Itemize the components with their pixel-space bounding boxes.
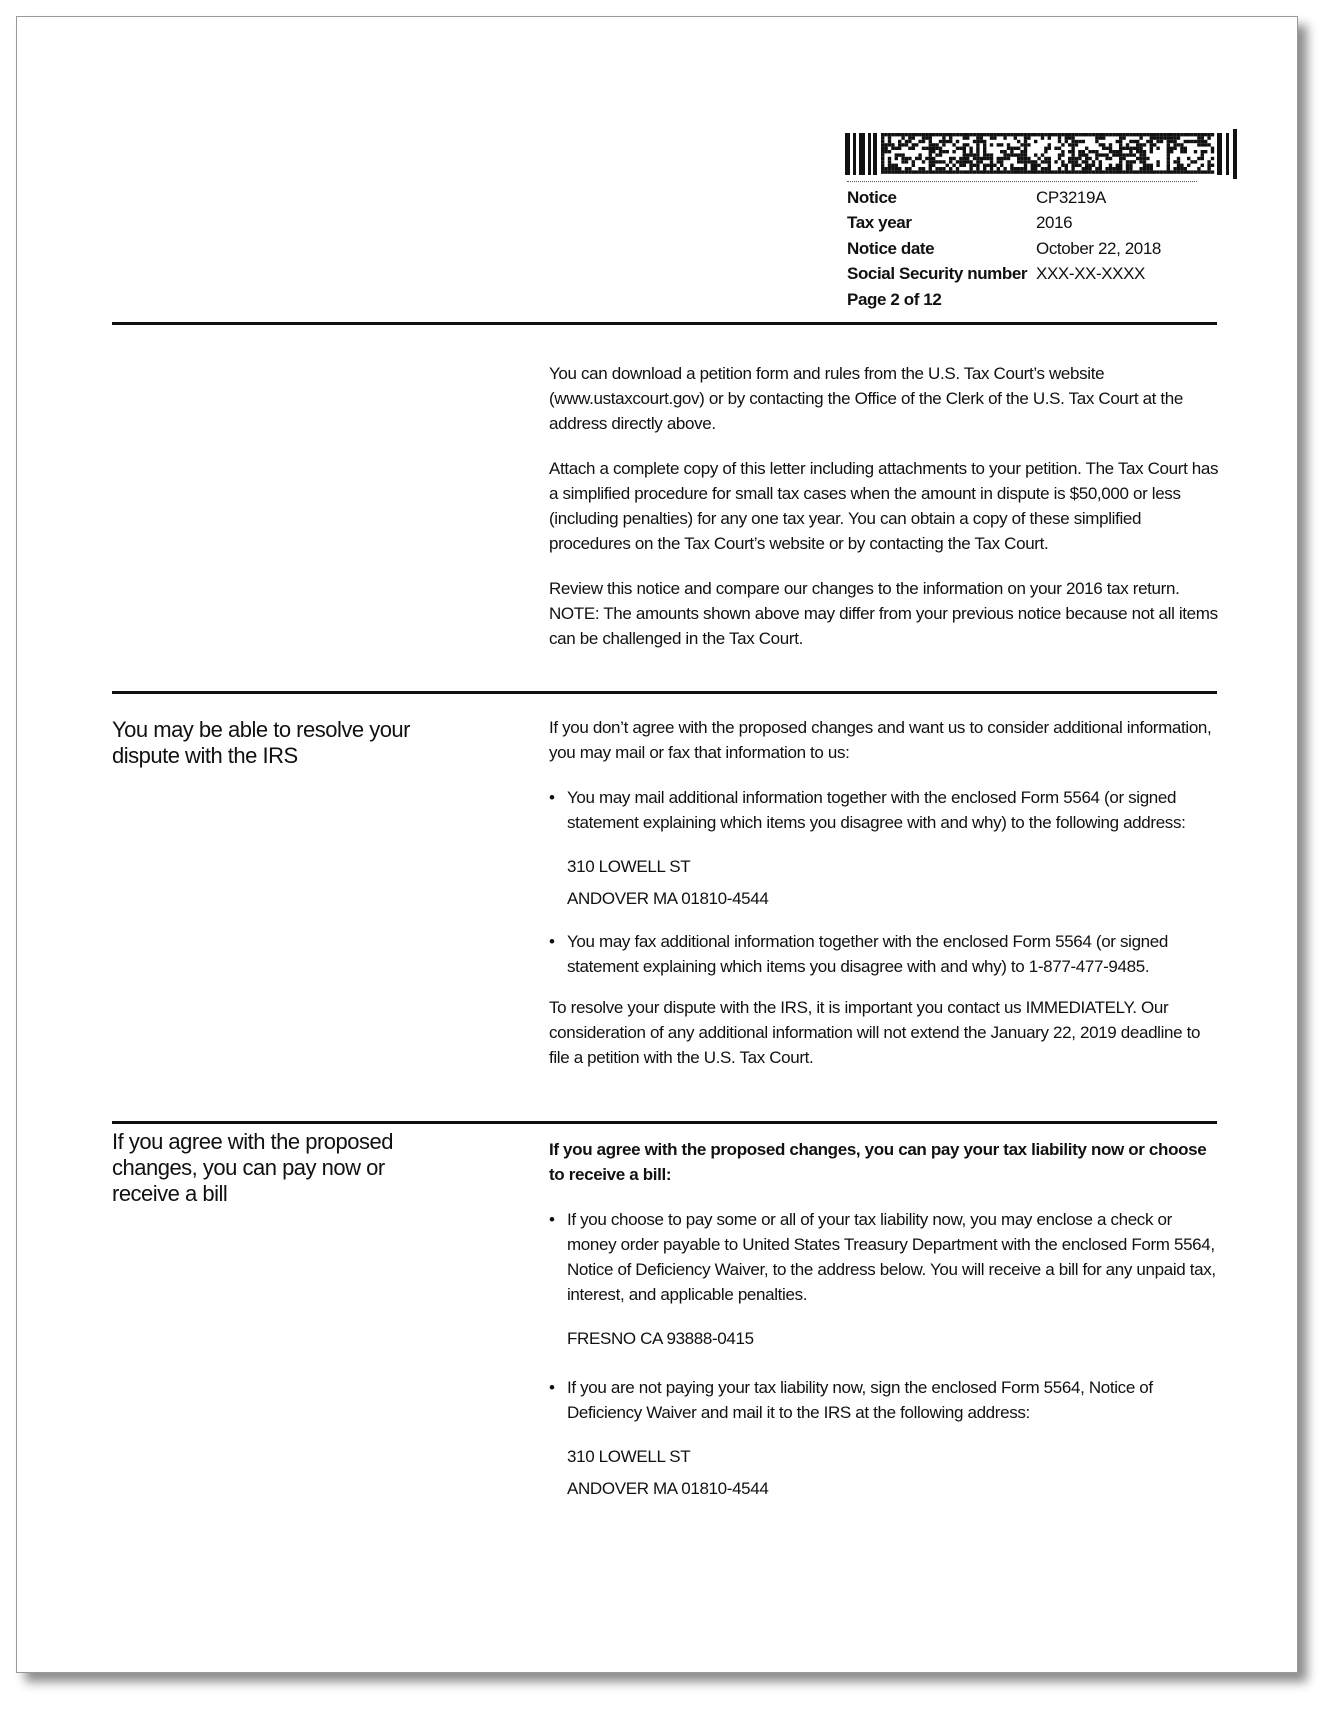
ssn-value: XXX-XX-XXXX (1036, 264, 1145, 284)
agree-pay-section (549, 1137, 1224, 1505)
ssn-label: Social Security number (847, 264, 1028, 284)
petition-paragraph-3: Review this notice and compare our changes to the information on your 2016 tax return. NOTE: The amounts shown above may differ from your previous notice because not all items can be challenged in the Tax Court. (549, 579, 1218, 648)
waiver-address-line-1: 310 LOWELL ST (567, 1447, 691, 1466)
pay-now-bullet (549, 1207, 1224, 1307)
not-paying-bullet-text: If you are not paying your tax liability now, sign the enclosed Form 5564, Notice of Deficiency Waiver and mail it to the IRS at the following address: (567, 1378, 1153, 1422)
barcode-image (845, 129, 1239, 179)
bullet-glyph: • (549, 1210, 555, 1229)
notice-value: CP3219A (1036, 187, 1106, 207)
resolve-dispute-section (549, 715, 1224, 1090)
resolve-intro: If you don’t agree with the proposed changes and want us to consider additional information, you may mail or fax that information to us: (549, 718, 1212, 762)
fax-bullet (549, 929, 1224, 979)
not-paying-bullet (549, 1375, 1224, 1425)
mail-address-line-1: 310 LOWELL ST (567, 857, 691, 876)
tax-year-value: 2016 (1036, 213, 1073, 233)
agree-pay-heading: If you agree with the proposed changes, you can pay now or receive a bill (112, 1129, 393, 1206)
notice-page (16, 16, 1298, 1673)
page-indicator: Page 2 of 12 (847, 289, 942, 309)
bullet-glyph: • (549, 932, 555, 951)
mail-address-line-2: ANDOVER MA 01810-4544 (567, 889, 769, 908)
pay-now-bullet-text: If you choose to pay some or all of your tax liability now, you may enclose a check or money order payable to United States Treasury Department with the enclosed Form 5564, Notice of Deficiency Waiver, to the address below. You will receive a bill for any unpaid tax, interest, and applicable penalties. (567, 1210, 1216, 1304)
resolve-dispute-heading: You may be able to resolve your dispute with the IRS (112, 717, 410, 768)
tax-year-row (847, 211, 1161, 237)
petition-section (549, 361, 1224, 671)
notice-date-label: Notice date (847, 238, 935, 258)
notice-label: Notice (847, 187, 897, 207)
waiver-address-line-2: ANDOVER MA 01810-4544 (567, 1479, 769, 1498)
resolve-closing: To resolve your dispute with the IRS, it is important you contact us IMMEDIATELY. Our consideration of any additional information will not extend the January 22, 2019 deadline to file a petition with the U.S. Tax Court. (549, 998, 1201, 1067)
page-indicator-row (847, 287, 1161, 313)
fax-bullet-text: You may fax additional information together with the enclosed Form 5564 (or signed statement explaining which items you disagree with and why) to 1-877-477-9485. (567, 932, 1168, 976)
notice-date-value: October 22, 2018 (1036, 238, 1161, 258)
bullet-glyph: • (549, 1378, 555, 1397)
payment-address: FRESNO CA 93888-0415 (567, 1329, 754, 1348)
mail-bullet (549, 785, 1224, 835)
petition-paragraph-1: You can download a petition form and rules from the U.S. Tax Court’s website (www.ustaxcourt.gov) or by contacting the Office of the Clerk of the U.S. Tax Court at the address directly above. (549, 364, 1184, 433)
notice-info-block (847, 185, 1161, 313)
section-divider (112, 691, 1217, 694)
tax-year-label: Tax year (847, 213, 912, 233)
section-divider (112, 1121, 1217, 1124)
bullet-glyph: • (549, 788, 555, 807)
header-dotted-line (847, 181, 1197, 182)
agree-intro: If you agree with the proposed changes, you can pay your tax liability now or choose to receive a bill: (549, 1140, 1207, 1184)
mail-bullet-text: You may mail additional information together with the enclosed Form 5564 (or signed statement explaining which items you disagree with and why) to the following address: (567, 788, 1186, 832)
ssn-row (847, 262, 1161, 288)
notice-date-row (847, 236, 1161, 262)
notice-row (847, 185, 1161, 211)
section-divider (112, 322, 1217, 325)
petition-paragraph-2: Attach a complete copy of this letter including attachments to your petition. The Tax Court has a simplified procedure for small tax cases when the amount in dispute is $50,000 or less (including penalties) for any one tax year. You can obtain a copy of these simplified procedures on the Tax Court’s website or by contacting the Tax Court. (549, 459, 1219, 553)
